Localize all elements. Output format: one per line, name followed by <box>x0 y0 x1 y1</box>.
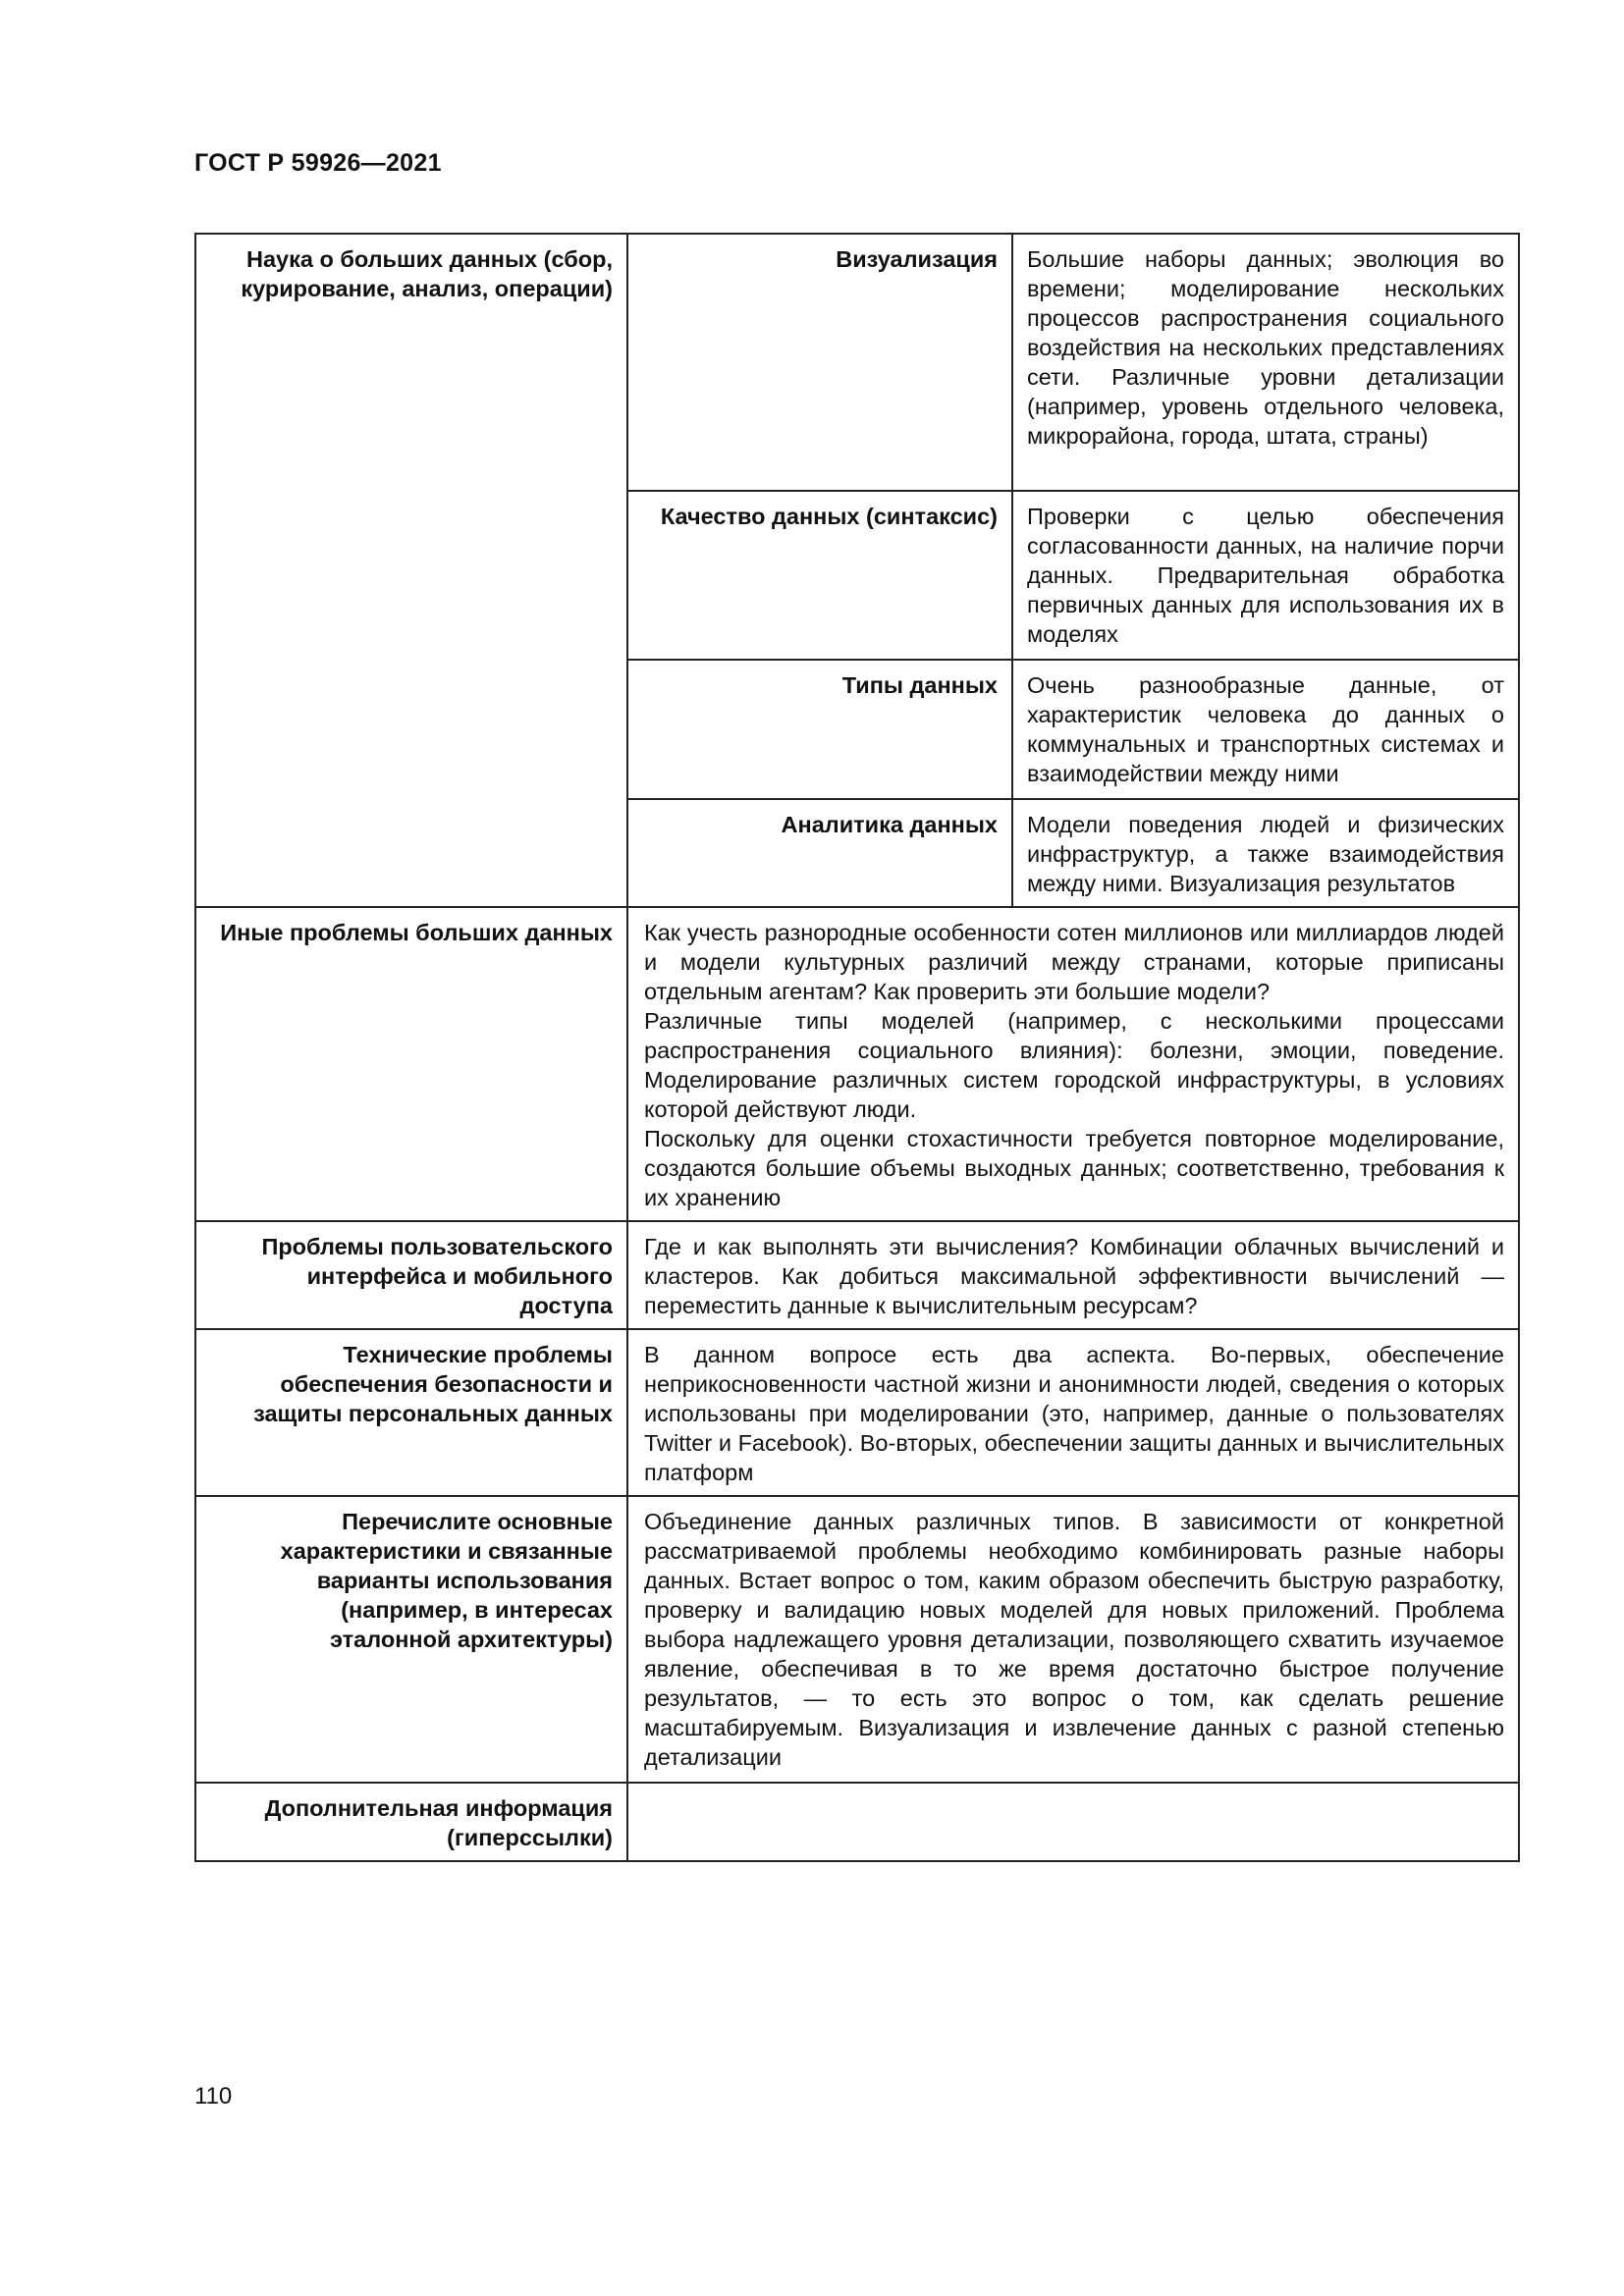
paragraph: Поскольку для оценки стохастичности требуется повторное моделирование, создаются большие объемы выходных данных; соответственно, требования к их хранению <box>644 1126 1504 1210</box>
row-label-other-problems: Иные проблемы больших данных <box>195 907 627 1221</box>
table-row <box>195 1496 1519 1783</box>
subrow-label-data-quality: Качество данных (синтаксис) <box>627 491 1012 660</box>
row-value-security: В данном вопросе есть два аспекта. Во-первых, обеспечение неприкосновенности частной жизни и анонимности людей, сведения о которых использованы при моделировании (это, например, данные о пользователях Twitter и Facebook). Во-вторых, обеспечении защиты данных и вычислительных платформ <box>627 1329 1519 1496</box>
row-label-characteristics: Перечислите основные характеристики и связанные варианты использования (например, в интересах эталонной архитектуры) <box>195 1496 627 1783</box>
row-value-ui-mobile: Где и как выполнять эти вычисления? Комбинации облачных вычислений и кластеров. Как добиться максимальной эффективности вычислений — переместить данные к вычислительным ресурсам? <box>627 1221 1519 1329</box>
row-label-ui-mobile: Проблемы пользовательского интерфейса и мобильного доступа <box>195 1221 627 1329</box>
row-value-characteristics: Объединение данных различных типов. В зависимости от конкретной рассматриваемой проблемы необходимо комбинировать разные наборы данных. Встает вопрос о том, каким образом обеспечить быструю разработку, проверку и валидацию новых моделей для новых приложений. Проблема выбора надлежащего уровня детализации, позволяющего схватить изучаемое явление, обеспечивая в то же время достаточно быстрое получение результатов, — то есть это вопрос о том, как сделать решение масштабируемым. Визуализация и извлечение данных с разной степенью детализации <box>627 1496 1519 1783</box>
subrow-value-data-types: Очень разнообразные данные, от характеристик человека до данных о коммунальных и транспортных системах и взаимодействии между ними <box>1012 660 1519 799</box>
table-row <box>195 1221 1519 1329</box>
row-label-additional: Дополнительная информация (гиперссылки) <box>195 1783 627 1861</box>
table-row <box>195 1329 1519 1496</box>
row-value-other-problems <box>627 907 1519 1221</box>
paragraph: Различные типы моделей (например, с несколькими процессами распространения социального влияния): болезни, эмоции, поведение. Моделирование различных систем городской инфраструктуры, в условиях которой действуют люди. <box>644 1008 1504 1122</box>
use-case-table <box>194 233 1520 1862</box>
subrow-label-data-types: Типы данных <box>627 660 1012 799</box>
subrow-label-visualization: Визуализация <box>627 234 1012 491</box>
subrow-value-visualization: Большие наборы данных; эволюция во времени; моделирование нескольких процессов распространения социального воздействия на нескольких представлениях сети. Различные уровни детализации (например, уровень отдельного человека, микрорайона, города, штата, страны) <box>1012 234 1519 491</box>
subrow-value-data-quality: Проверки с целью обеспечения согласованности данных, на наличие порчи данных. Предварительная обработка первичных данных для использования их в моделях <box>1012 491 1519 660</box>
table-row <box>195 1783 1519 1861</box>
subrow-label-data-analytics: Аналитика данных <box>627 799 1012 907</box>
table-row <box>195 234 1519 491</box>
page-number: 110 <box>194 2083 233 2109</box>
row-value-additional <box>627 1783 1519 1861</box>
paragraph: Как учесть разнородные особенности сотен миллионов или миллиардов людей и модели культурных различий между странами, которые приписаны отдельным агентам? Как проверить эти большие модели? <box>644 920 1504 1004</box>
row-label-security: Технические проблемы обеспечения безопасности и защиты персональных данных <box>195 1329 627 1496</box>
document-header: ГОСТ Р 59926—2021 <box>194 149 442 177</box>
row-label-big-data-science: Наука о больших данных (сбор, курирование, анализ, операции) <box>195 234 627 907</box>
subrow-value-data-analytics: Модели поведения людей и физических инфраструктур, а также взаимодействия между ними. Визуализация результатов <box>1012 799 1519 907</box>
table-row <box>195 907 1519 1221</box>
